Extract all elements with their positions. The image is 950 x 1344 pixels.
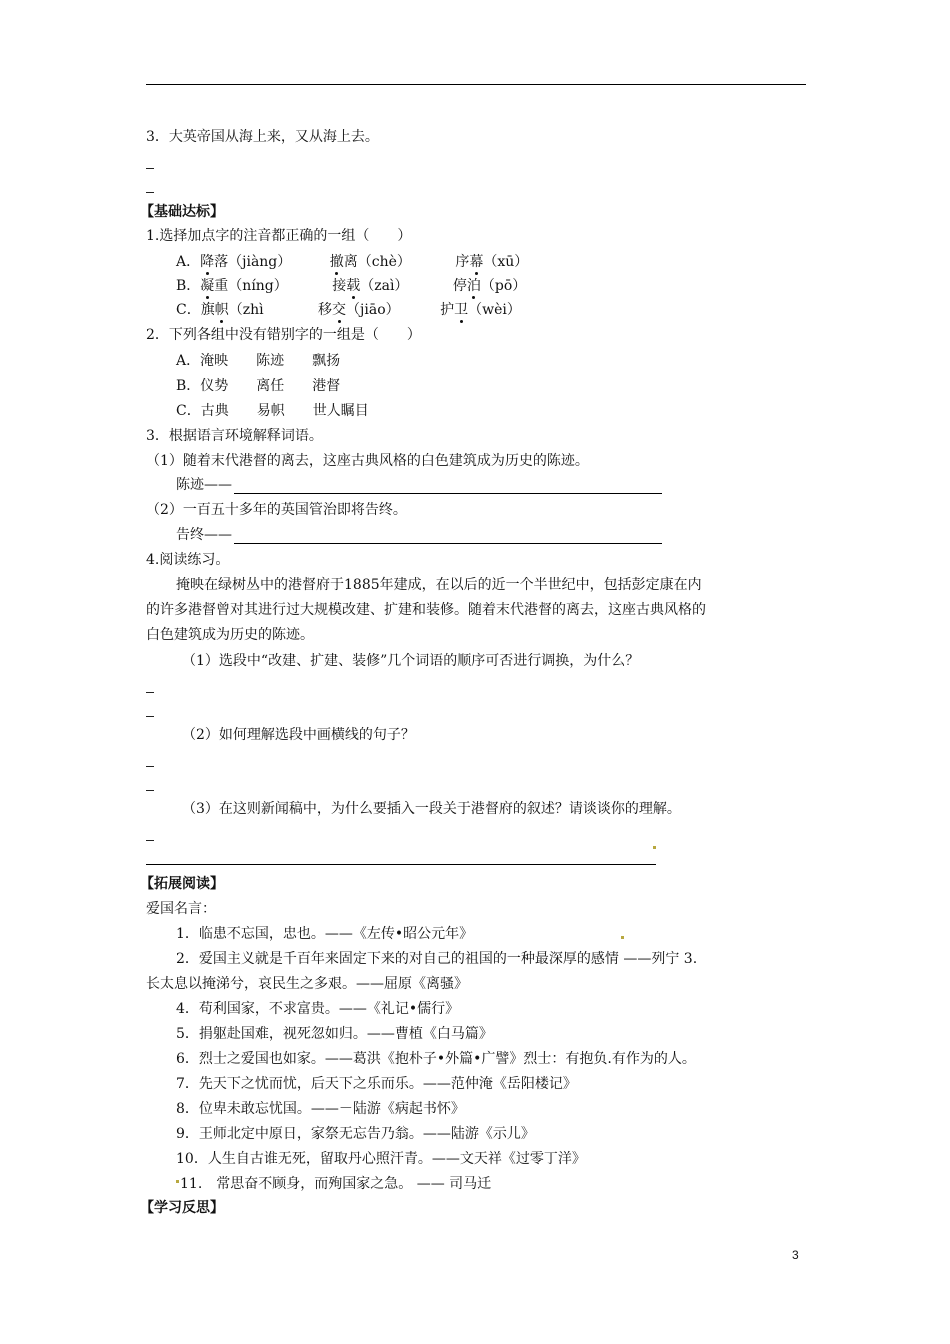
section-title-basic: 【基础达标】: [140, 204, 224, 220]
question-1: 1.选择加点字的注音都正确的一组（ ）: [146, 228, 412, 244]
question-2: 2．下列各组中没有错别字的一组是（ ）: [146, 327, 421, 343]
quote-9: 9．王师北定中原日，家祭无忘告乃翁。——陆游《示儿》: [176, 1126, 535, 1142]
quote-6: 6．烈士之爱国也如家。——葛洪《抱朴子•外篇•广譬》烈士：有抱负.有作为的人。: [176, 1051, 696, 1067]
answer-dash: [146, 840, 154, 841]
reading-passage-line-2: 的许多港督曾对其进行过大规模改建、扩建和装修。随着末代港督的离去，这座古典风格的: [146, 602, 706, 618]
quote-4: 4．苟利国家，不求富贵。——《礼记•儒行》: [176, 1001, 460, 1017]
answer-dash: [146, 766, 154, 767]
intro-question-3: 3．大英帝国从海上来，又从海上去。: [146, 129, 379, 145]
quote-1: 1．临患不忘国，忠也。——《左传•昭公元年》: [176, 926, 474, 942]
scan-speck: [176, 1180, 179, 1183]
quotes-intro: 爱国名言：: [146, 901, 216, 917]
q2-option-a: A．淹映 陈迹 飘扬: [176, 353, 341, 369]
q3-sub-2: （2）一百五十多年的英国管治即将告终。: [146, 502, 407, 518]
page-number: 3: [792, 1248, 799, 1262]
answer-dash: [146, 790, 154, 791]
top-rule: [146, 84, 806, 85]
reading-passage-line-1: 掩映在绿树丛中的港督府于1885年建成，在以后的近一个半世纪中，包括彭定康在内: [176, 577, 702, 593]
quote-3: 长太息以掩涕兮，哀民生之多艰。——屈原《离骚》: [146, 976, 468, 992]
q1-option-a: A．降落（jiàng） 撤离（chè） 序幕（xū）: [176, 254, 529, 270]
quote-8: 8．位卑未敢忘忧国。——－陆游《病起书怀》: [176, 1101, 465, 1117]
section-title-reflection: 【学习反思】: [140, 1200, 224, 1216]
q3-sub-1-answer: 陈迹——: [176, 476, 662, 494]
reading-passage-line-3: 白色建筑成为历史的陈迹。: [146, 627, 314, 643]
answer-dash: [146, 716, 154, 717]
q3-sub-1: （1）随着末代港督的离去，这座古典风格的白色建筑成为历史的陈迹。: [146, 453, 589, 469]
q3-sub-2-answer: 告终——: [176, 526, 662, 544]
answer-rule: [146, 864, 656, 865]
q1-option-b: B．凝重（níng） 接载（zaì） 停泊（pō）: [176, 278, 527, 294]
quote-10: 10．人生自古谁无死，留取丹心照汗青。——文天祥《过零丁洋》: [176, 1151, 586, 1167]
q1-option-c: C．旗帜（zhì 移交（jiāo） 护卫（wèi）: [176, 302, 521, 318]
question-3: 3．根据语言环境解释词语。: [146, 428, 323, 444]
quote-11: 11. 常思奋不顾身，而殉国家之急。 —— 司马迁: [180, 1176, 492, 1192]
quote-2: 2．爱国主义就是千百年来固定下来的对自己的祖国的一种最深厚的感情 ——列宁 3.: [176, 951, 698, 967]
scan-speck: [621, 936, 624, 939]
q2-option-b: B．仪势 离任 港督: [176, 378, 341, 394]
answer-line: [234, 479, 662, 494]
question-4: 4.阅读练习。: [146, 552, 230, 568]
q4-sub-2: （2）如何理解选段中画横线的句子？: [182, 727, 415, 743]
quote-7: 7．先天下之忧而忧，后天下之乐而乐。——范仲淹《岳阳楼记》: [176, 1076, 577, 1092]
quote-5: 5．捐躯赴国难，视死忽如归。——曹植《白马篇》: [176, 1026, 493, 1042]
scan-speck: [653, 846, 656, 849]
answer-dash: [146, 168, 154, 169]
q4-sub-3: （3）在这则新闻稿中，为什么要插入一段关于港督府的叙述？请谈谈你的理解。: [182, 801, 681, 817]
q2-option-c: C．古典 易帜 世人瞩目: [176, 403, 369, 419]
answer-dash: [146, 192, 154, 193]
answer-dash: [146, 692, 154, 693]
section-title-extended: 【拓展阅读】: [140, 876, 224, 892]
answer-line: [234, 529, 662, 544]
q4-sub-1: （1）选段中“改建、扩建、装修”几个词语的顺序可否进行调换，为什么？: [182, 653, 640, 669]
